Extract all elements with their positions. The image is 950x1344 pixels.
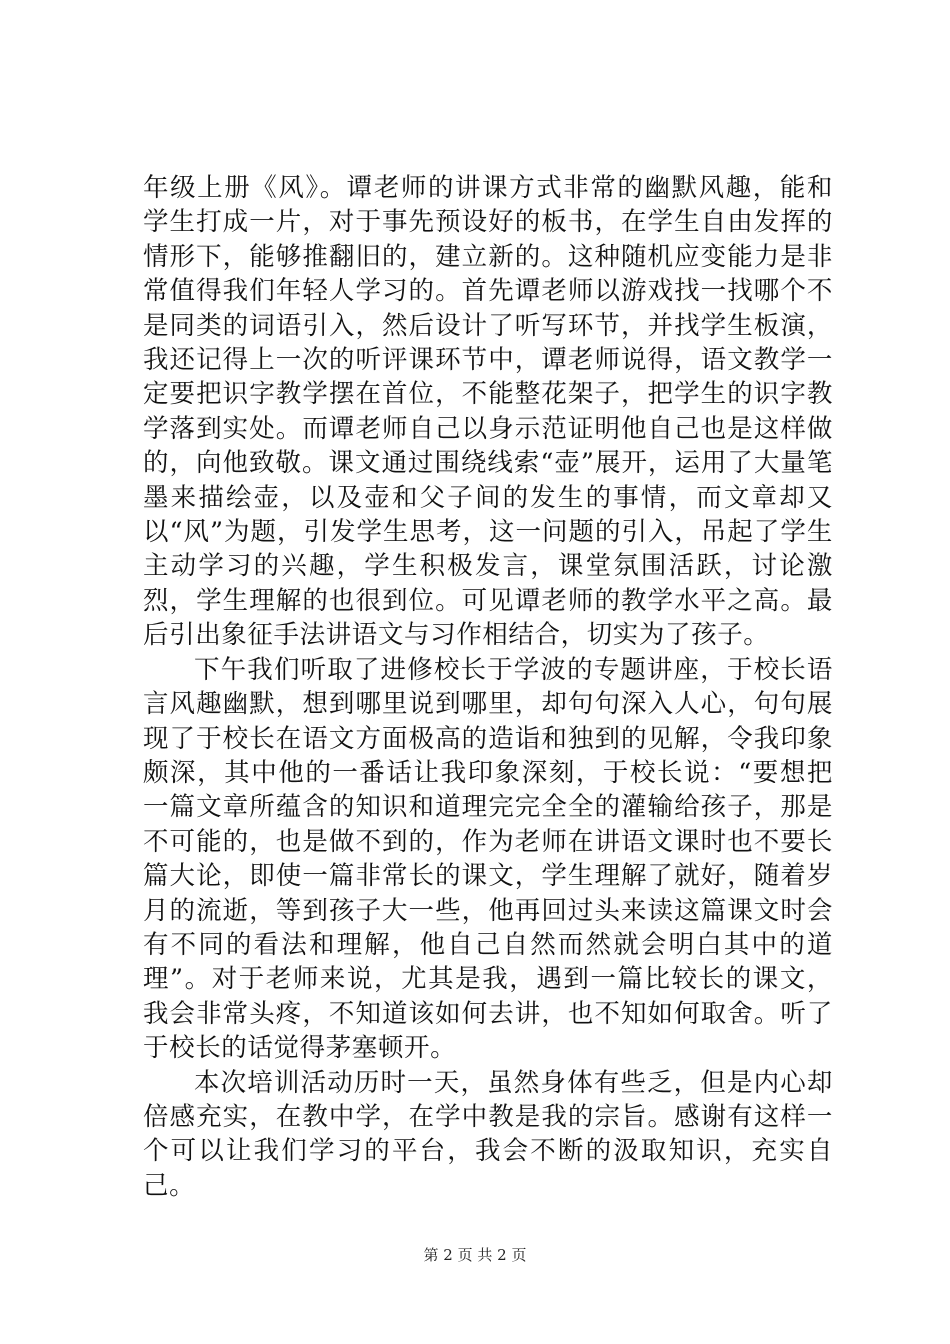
paragraph-2: 下午我们听取了进修校长于学波的专题讲座，于校长语言风趣幽默，想到哪里说到哪里，却句句深入人心，句句展现了于校长在语文方面极高的造诣和独到的见解，令我印象颇深，其中他的一番话让我印象深刻，于校长说：“要想把一篇文章所蕴含的知识和道理完完全全的灌输给孩子，那是不可能的，也是做不到的，作为老师在讲语文课时也不要长篇大论，即使一篇非常长的课文，学生理解了就好，随着岁月的流逝，等到孩子大一些，他再回过头来读这篇课文时会有不同的看法和理解，他自己自然而然就会明白其中的道理”。对于老师来说，尤其是我，遇到一篇比较长的课文，我会非常头疼，不知道该如何去讲，也不知如何取舍。听了于校长的话觉得茅塞顿开。	[143, 654, 833, 1064]
document-body	[143, 171, 833, 1203]
page-number-footer: 第 2 页 共 2 页	[423, 1246, 527, 1264]
paragraph-3: 本次培训活动历时一天，虽然身体有些乏，但是内心却倍感充实，在教中学，在学中教是我的宗旨。感谢有这样一个可以让我们学习的平台，我会不断的汲取知识，充实自己。	[143, 1067, 833, 1201]
paragraph-1: 年级上册《风》。谭老师的讲课方式非常的幽默风趣，能和学生打成一片，对于事先预设好的板书，在学生自由发挥的情形下，能够推翻旧的，建立新的。这种随机应变能力是非常值得我们年轻人学习的。首先谭老师以游戏找一找哪个不是同类的词语引入，然后设计了听写环节，并找学生板演，我还记得上一次的听评课环节中，谭老师说得，语文教学一定要把识字教学摆在首位，不能整花架子，把学生的识字教学落到实处。而谭老师自己以身示范证明他自己也是这样做的，向他致敬。课文通过围绕线索“壶”展开，运用了大量笔墨来描绘壶，以及壶和父子间的发生的事情，而文章却又以“风”为题，引发学生思考，这一问题的引入，吊起了学生主动学习的兴趣，学生积极发言，课堂氛围活跃，讨论激烈，学生理解的也很到位。可见谭老师的教学水平之高。最后引出象征手法讲语文与习作相结合，切实为了孩子。	[143, 173, 833, 651]
